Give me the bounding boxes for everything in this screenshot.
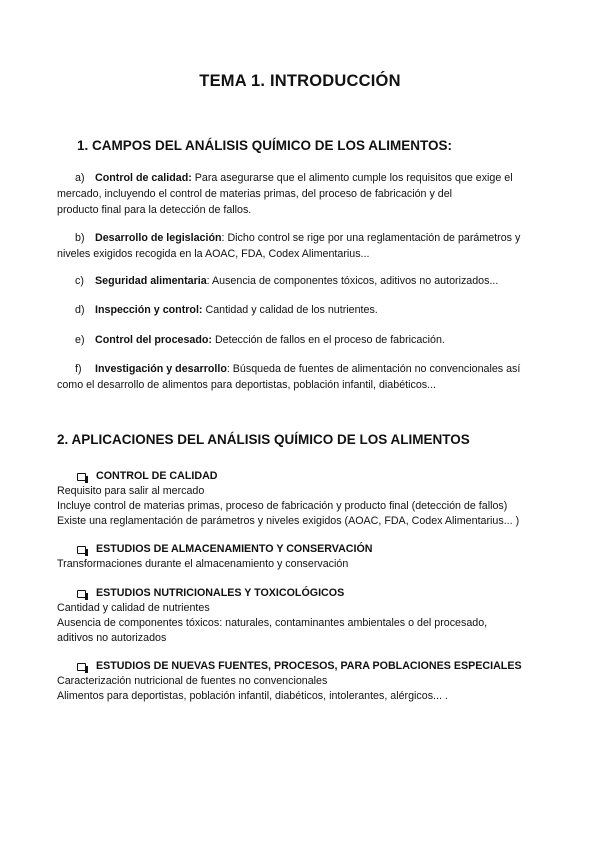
section2-block-control-calidad — [57, 469, 557, 529]
section1-item-a — [57, 170, 547, 218]
block-line: aditivos no autorizados — [57, 632, 167, 644]
item-marker: e) — [75, 334, 85, 346]
item-term: Desarrollo de legislación — [95, 232, 222, 244]
block-title: ESTUDIOS DE NUEVAS FUENTES, PROCESOS, PARA POBLACIONES ESPECIALES — [96, 660, 522, 672]
item-marker: d) — [75, 304, 85, 316]
checkbox-bullet-icon — [77, 473, 86, 481]
item-text: : Dicho control se rige por una reglamentación de parámetros y — [221, 232, 521, 244]
item-term: Seguridad alimentaria — [95, 275, 207, 287]
block-line: Alimentos para deportistas, población infantil, diabéticos, intolerantes, alérgicos... . — [57, 690, 448, 702]
section2-block-nutricionales — [57, 586, 557, 646]
item-text: como el desarrollo de alimentos para deportistas, población infantil, diabéticos... — [57, 379, 437, 391]
section1-item-b — [57, 230, 547, 262]
item-text: : Búsqueda de fuentes de alimentación no convencionales así — [226, 363, 521, 375]
section2-block-almacenamiento — [57, 542, 557, 572]
block-title: ESTUDIOS NUTRICIONALES Y TOXICOLÓGICOS — [96, 587, 345, 599]
item-term: Control de calidad: — [95, 172, 192, 184]
checkbox-bullet-icon — [77, 546, 86, 554]
section1-item-f — [57, 361, 547, 393]
item-text: Cantidad y calidad de los nutrientes. — [202, 304, 378, 316]
section1-item-d — [57, 302, 547, 318]
item-term: Inspección y control: — [95, 304, 203, 316]
item-text: niveles exigidos recogida en la AOAC, FDA, Codex Alimentarius... — [57, 248, 370, 260]
item-text: Detección de fallos en el proceso de fabricación. — [211, 334, 445, 346]
page-title: TEMA 1. INTRODUCCIÓN — [199, 72, 401, 90]
section2-heading: 2. APLICACIONES DEL ANÁLISIS QUÍMICO DE LOS ALIMENTOS — [57, 432, 470, 447]
item-term: Control del procesado: — [95, 334, 212, 346]
block-line: Cantidad y calidad de nutrientes — [57, 602, 210, 614]
item-text: : Ausencia de componentes tóxicos, aditivos no autorizados... — [206, 275, 499, 287]
block-line: Requisito para salir al mercado — [57, 485, 205, 497]
section1-item-e — [57, 332, 547, 348]
section2-block-nuevas-fuentes — [57, 659, 557, 704]
checkbox-bullet-icon — [77, 590, 86, 598]
block-title: ESTUDIOS DE ALMACENAMIENTO Y CONSERVACIÓN — [96, 543, 373, 555]
item-term: Investigación y desarrollo — [95, 363, 227, 375]
item-marker: a) — [75, 172, 85, 184]
item-marker: f) — [75, 363, 82, 375]
block-line: Transformaciones durante el almacenamiento y conservación — [57, 558, 349, 570]
block-line: Existe una reglamentación de parámetros y niveles exigidos (AOAC, FDA, Codex Alimentarius... ) — [57, 515, 520, 527]
item-text: producto final para la detección de fallos. — [57, 204, 252, 216]
section1-heading: 1. CAMPOS DEL ANÁLISIS QUÍMICO DE LOS ALIMENTOS: — [77, 138, 453, 153]
section1-item-c — [57, 273, 547, 289]
block-line: Ausencia de componentes tóxicos: naturales, contaminantes ambientales o del procesado, — [57, 617, 488, 629]
item-text: mercado, incluyendo el control de materias primas, del proceso de fabricación y del — [57, 188, 453, 200]
block-line: Incluye control de materias primas, proceso de fabricación y producto final (detección de fallos) — [57, 500, 508, 512]
item-marker: b) — [75, 232, 85, 244]
item-text: Para asegurarse que el alimento cumple los requisitos que exige el — [191, 172, 513, 184]
block-title: CONTROL DE CALIDAD — [96, 470, 218, 482]
block-line: Caracterización nutricional de fuentes no convencionales — [57, 675, 328, 687]
checkbox-bullet-icon — [77, 663, 86, 671]
item-marker: c) — [75, 275, 84, 287]
